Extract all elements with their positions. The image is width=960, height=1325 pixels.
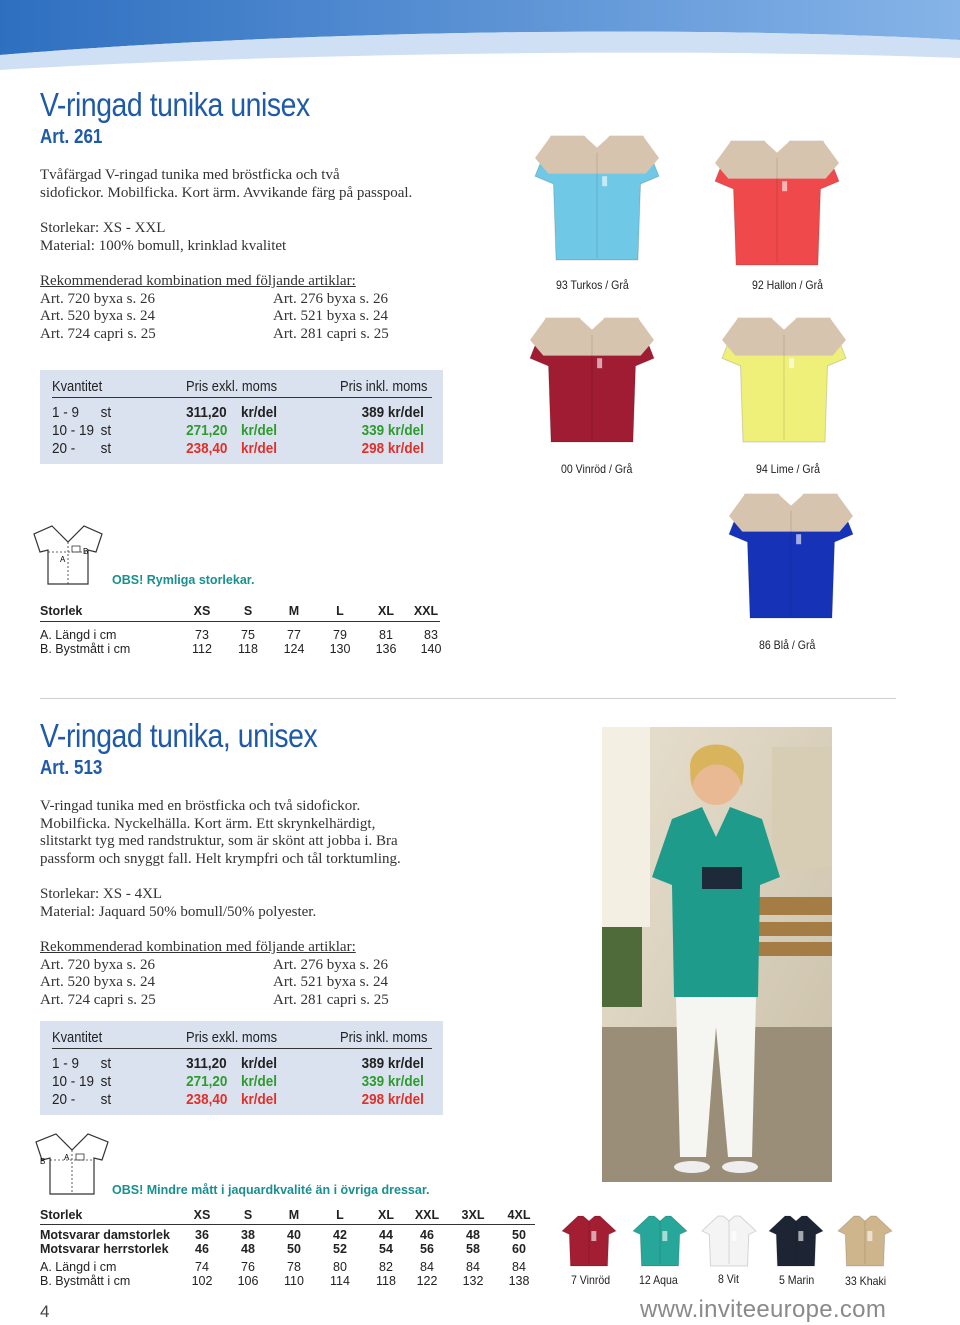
- size-header: XXL: [413, 604, 439, 618]
- size-cell: 80: [333, 1260, 347, 1274]
- size-cell: 122: [416, 1274, 438, 1288]
- size-cell: 140: [420, 642, 442, 656]
- combo-item: Art. 520 byxa s. 24: [40, 974, 155, 990]
- section2-description: [40, 798, 500, 1009]
- combo-list: [40, 291, 500, 344]
- size-row-label: B. Bystmått i cm: [40, 642, 131, 656]
- combo-heading: Rekommenderad kombination med följande artiklar:: [40, 273, 356, 289]
- size-cell: 138: [508, 1274, 530, 1288]
- section2-title: V-ringad tunika, unisex: [40, 717, 318, 754]
- size-cell: 75: [241, 628, 255, 642]
- tunic-swatch-image: [720, 314, 848, 449]
- size-cell: 50: [287, 1242, 301, 1256]
- size-cell: 36: [195, 1228, 209, 1242]
- price-row: 1 - 9 st 311,20 kr/del 389 kr/del: [52, 1055, 424, 1072]
- size-cell: 83: [424, 628, 438, 642]
- swatch-caption: 8 Vit: [718, 1272, 739, 1286]
- combo-item: Art. 720 byxa s. 26: [40, 956, 155, 973]
- size-cell: 106: [237, 1274, 259, 1288]
- swatch-caption: 86 Blå / Grå: [759, 638, 816, 652]
- swatch-caption: 33 Khaki: [845, 1274, 887, 1288]
- swatch-caption: 7 Vinröd: [571, 1273, 611, 1287]
- combo-item: Art. 521 byxa s. 24: [273, 308, 388, 324]
- size-row-label: A. Längd i cm: [40, 628, 117, 642]
- size-cell: 46: [420, 1228, 434, 1242]
- size-cell: 46: [195, 1242, 209, 1256]
- combo-item: Art. 521 byxa s. 24: [273, 974, 388, 990]
- swatch-caption: 5 Marin: [779, 1273, 815, 1287]
- combo-item: Art. 520 byxa s. 24: [40, 308, 155, 324]
- measurement-diagram-icon: [34, 1130, 110, 1198]
- sizes-text: Storlekar: XS - 4XL: [40, 886, 163, 902]
- tunic-swatch-image: [727, 490, 855, 625]
- size-cell: 52: [333, 1242, 347, 1256]
- combo-item: Art. 724 capri s. 25: [40, 991, 156, 1008]
- svg-text:A: A: [60, 555, 66, 564]
- size-header: XXL: [414, 1208, 440, 1222]
- size-cell: 136: [375, 642, 397, 656]
- svg-text:B: B: [40, 1157, 46, 1166]
- top-banner: [0, 0, 960, 70]
- size-cell: 102: [191, 1274, 213, 1288]
- size-cell: 130: [329, 642, 351, 656]
- price-header-ex: Pris exkl. moms: [186, 1029, 278, 1046]
- desc-line: slitstarkt tyg med randstruktur, som är skönt att jobba i. Bra: [40, 833, 398, 849]
- size-cell: 77: [287, 628, 301, 642]
- swatch-caption: 00 Vinröd / Grå: [561, 462, 633, 476]
- swatch-caption: 12 Aqua: [639, 1273, 678, 1287]
- size-header: M: [288, 604, 300, 618]
- desc-line: V-ringad tunika med en bröstficka och två sidofickor.: [40, 798, 361, 814]
- size-cell: 132: [462, 1274, 484, 1288]
- size-cell: 110: [284, 1274, 304, 1288]
- tunic-swatch-image: [767, 1212, 825, 1273]
- size-cell: 79: [333, 628, 347, 642]
- price-header-ex: Pris exkl. moms: [186, 378, 278, 395]
- size-cell: 44: [379, 1228, 393, 1242]
- price-header-qty: Kvantitet: [52, 1029, 103, 1046]
- size-cell: 118: [238, 642, 258, 656]
- combo-item: Art. 720 byxa s. 26: [40, 290, 155, 307]
- combo-heading: Rekommenderad kombination med följande artiklar:: [40, 939, 356, 955]
- size-header: L: [336, 1208, 344, 1222]
- size-cell: 40: [287, 1228, 301, 1242]
- price-header-inc: Pris inkl. moms: [340, 378, 428, 395]
- tunic-swatch-image: [700, 1212, 758, 1273]
- price-row: 20 - st 238,40 kr/del 298 kr/del: [52, 1091, 424, 1108]
- tunic-swatch-image: [836, 1212, 894, 1273]
- size-cell: 48: [466, 1228, 480, 1242]
- swatch-caption: 93 Turkos / Grå: [556, 278, 629, 292]
- size-cell: 54: [379, 1242, 393, 1256]
- size-cell: 81: [379, 628, 393, 642]
- size-cell: 112: [192, 642, 212, 656]
- desc-line: Mobilficka. Nyckelhälla. Kort ärm. Ett skrynkelhärdigt,: [40, 815, 376, 832]
- section-divider: [40, 698, 896, 699]
- size-cell: 42: [333, 1228, 347, 1242]
- tunic-swatch-image: [631, 1212, 689, 1273]
- size-cell: 56: [420, 1242, 434, 1256]
- swatch-caption: 92 Hallon / Grå: [752, 278, 824, 292]
- size-cell: 118: [376, 1274, 396, 1288]
- size-header: XS: [193, 604, 211, 618]
- size-cell: 124: [283, 642, 305, 656]
- swatch-caption: 94 Lime / Grå: [756, 462, 820, 476]
- size-header: S: [243, 1208, 253, 1222]
- size-cell: 38: [241, 1228, 255, 1242]
- material-text: Material: Jaquard 50% bomull/50% polyester.: [40, 903, 317, 920]
- size-cell: 76: [241, 1260, 255, 1274]
- size-header: XS: [193, 1208, 211, 1222]
- desc-line: Tvåfärgad V-ringad tunika med bröstficka och två: [40, 167, 340, 183]
- model-photo: [602, 727, 832, 1182]
- section2-size-table: [40, 1208, 540, 1292]
- price-header-qty: Kvantitet: [52, 378, 103, 395]
- section1-obs-note: OBS! Rymliga storlekar.: [112, 573, 255, 587]
- tunic-swatch-image: [560, 1212, 618, 1273]
- section2-obs-note: OBS! Mindre mått i jaquardkvalité än i övriga dressar.: [112, 1183, 430, 1197]
- size-cell: 114: [330, 1274, 350, 1288]
- size-row-label: Motsvarar herrstorlek: [40, 1242, 169, 1256]
- price-row: 1 - 9 st 311,20 kr/del 389 kr/del: [52, 404, 424, 421]
- size-cell: 84: [512, 1260, 526, 1274]
- section2-price-table: [40, 1021, 443, 1115]
- size-cell: 58: [466, 1242, 480, 1256]
- price-row: 10 - 19 st 271,20 kr/del 339 kr/del: [52, 1073, 424, 1090]
- size-header: 3XL: [461, 1208, 485, 1222]
- measurement-diagram-icon: [32, 522, 104, 588]
- section1-article-number: Art. 261: [40, 126, 103, 148]
- sizes-text: Storlekar: XS - XXL: [40, 220, 166, 236]
- size-row-label: Motsvarar damstorlek: [40, 1228, 170, 1242]
- size-header: L: [336, 604, 344, 618]
- size-header: 4XL: [507, 1208, 531, 1222]
- size-cell: 60: [512, 1242, 526, 1256]
- section1-title: V-ringad tunika unisex: [40, 86, 310, 123]
- section2-article-number: Art. 513: [40, 757, 103, 779]
- combo-item: Art. 724 capri s. 25: [40, 325, 156, 342]
- combo-item: Art. 281 capri s. 25: [273, 325, 389, 342]
- size-header: Storlek: [40, 604, 83, 618]
- website-url: www.inviteeurope.com: [640, 1296, 887, 1323]
- combo-list: [40, 957, 500, 1010]
- tunic-swatch-image: [533, 132, 661, 267]
- size-cell: 78: [287, 1260, 301, 1274]
- size-cell: 50: [512, 1228, 526, 1242]
- size-row-label: A. Längd i cm: [40, 1260, 117, 1274]
- section1-size-table: [40, 604, 450, 660]
- material-text: Material: 100% bomull, krinklad kvalitet: [40, 237, 287, 254]
- section1-price-table: [40, 370, 443, 464]
- size-cell: 82: [379, 1260, 393, 1274]
- price-row: 20 - st 238,40 kr/del 298 kr/del: [52, 440, 424, 457]
- size-header: S: [243, 604, 253, 618]
- combo-item: Art. 276 byxa s. 26: [273, 956, 388, 973]
- desc-line: sidofickor. Mobilficka. Kort ärm. Avvikande färg på passpoal.: [40, 184, 413, 201]
- price-row: 10 - 19 st 271,20 kr/del 339 kr/del: [52, 422, 424, 439]
- combo-item: Art. 276 byxa s. 26: [273, 290, 388, 307]
- size-header: M: [288, 1208, 300, 1222]
- size-cell: 74: [195, 1260, 209, 1274]
- desc-line: passform och snyggt fall. Helt krympfri och tål torktumling.: [40, 850, 401, 867]
- svg-text:A: A: [64, 1153, 70, 1162]
- tunic-swatch-image: [528, 314, 656, 449]
- size-header: XL: [378, 604, 394, 618]
- page-number: 4: [40, 1302, 50, 1321]
- size-cell: 84: [466, 1260, 480, 1274]
- section1-description: [40, 167, 500, 343]
- size-row-label: B. Bystmått i cm: [40, 1274, 131, 1288]
- size-header: Storlek: [40, 1208, 83, 1222]
- size-cell: 48: [241, 1242, 255, 1256]
- price-header-inc: Pris inkl. moms: [340, 1029, 428, 1046]
- tunic-swatch-image: [713, 137, 841, 272]
- size-cell: 84: [420, 1260, 434, 1274]
- size-cell: 73: [195, 628, 209, 642]
- combo-item: Art. 281 capri s. 25: [273, 991, 389, 1008]
- svg-text:B: B: [83, 547, 89, 556]
- size-header: XL: [378, 1208, 394, 1222]
